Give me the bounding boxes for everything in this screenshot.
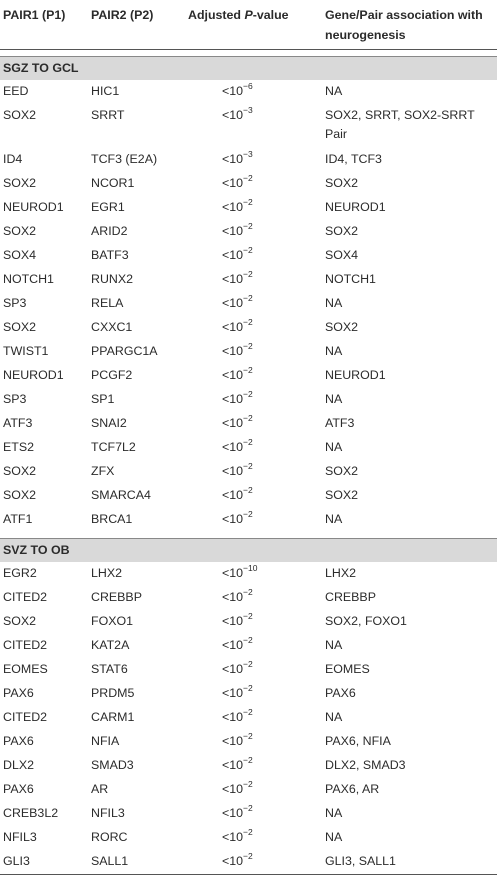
section-title: SGZ TO GCL [0,56,497,80]
pair2-cell: NFIL3 [91,805,125,820]
pvalue-exponent: −3 [243,148,253,159]
pair1-cell: DLX2 [3,757,34,772]
pvalue-cell [184,850,322,875]
table-row [0,268,497,292]
pair1-cell: CITED2 [3,709,48,724]
table-row [0,634,497,658]
pair2-cell: ARID2 [91,223,128,238]
pvalue-cell [184,802,322,826]
association-cell: NOTCH1 [325,271,376,286]
pair1-cell: ETS2 [3,439,34,454]
table-row [0,244,497,268]
pair2-cell: LHX2 [91,565,122,580]
pvalue-base: <10 [222,295,244,310]
pair1-cell: EGR2 [3,565,37,580]
pair2-cell: BRCA1 [91,511,133,526]
pvalue-base: <10 [222,83,244,98]
pvalue-exponent: −2 [243,826,253,837]
spacer-cell [0,49,497,56]
association-cell: NEUROD1 [325,367,386,382]
pvalue-base: <10 [222,391,244,406]
table-row [0,826,497,850]
pvalue-exponent: −2 [243,436,253,447]
pvalue-exponent: −2 [243,754,253,765]
association-cell: NA [325,637,343,652]
table-row [0,778,497,802]
pvalue-base: <10 [222,805,244,820]
table-row [0,730,497,754]
association-cell: PAX6, NFIA [325,733,391,748]
pair1-cell: SP3 [3,391,27,406]
pvalue-cell [184,220,322,244]
pvalue-cell [184,268,322,292]
pvalue-base: <10 [222,565,244,580]
pvalue-base: <10 [222,511,244,526]
pvalue-base: <10 [222,271,244,286]
pvalue-exponent: −10 [243,562,258,573]
table-row [0,340,497,364]
pvalue-exponent: −2 [243,484,253,495]
pair1-cell: NFIL3 [3,829,37,844]
pair2-cell: PRDM5 [91,685,135,700]
pvalue-exponent: −2 [243,802,253,813]
pair2-cell: SALL1 [88,850,184,875]
table-row [0,388,497,412]
table-row [0,682,497,706]
table-row [0,316,497,340]
pvalue-cell [184,388,322,412]
pvalue-cell [184,778,322,802]
pvalue-base: <10 [222,781,244,796]
pair2-cell: RUNX2 [91,271,133,286]
table-row [0,562,497,586]
association-cell: SOX2 [325,487,359,502]
pvalue-cell [184,412,322,436]
section-header-row [0,538,497,562]
association-cell: NA [325,391,343,406]
association-cell: NA [325,343,343,358]
pvalue-exponent: −2 [243,244,253,255]
pvalue-cell [184,292,322,316]
table-row [0,508,497,532]
pair2-cell: FOXO1 [91,613,133,628]
association-cell: ATF3 [325,415,355,430]
pair1-cell: ATF3 [3,415,33,430]
pvalue-base: <10 [222,107,244,122]
pair1-cell: SP3 [3,295,27,310]
pvalue-base: <10 [222,637,244,652]
pvalue-base: <10 [222,613,244,628]
pair2-cell: NCOR1 [91,175,135,190]
pair2-cell: AR [91,781,109,796]
pvalue-exponent: −2 [243,316,253,327]
pvalue-cell [184,682,322,706]
association-cell: ID4, TCF3 [325,151,382,166]
pair2-cell: ZFX [91,463,115,478]
pvalue-exponent: −2 [243,586,253,597]
association-cell: NA [325,439,343,454]
pvalue-cell [184,610,322,634]
pair2-cell: NFIA [91,733,120,748]
association-cell: SOX2 [325,223,359,238]
pvalue-cell [184,244,322,268]
pvalue-exponent: −2 [243,850,253,861]
pair2-cell: TCF7L2 [91,439,136,454]
pair2-cell: HIC1 [91,83,120,98]
section-spacer [0,49,497,56]
pvalue-cell [184,706,322,730]
table-row [0,658,497,682]
pair1-cell: EOMES [3,661,48,676]
pair2-cell: SNAI2 [91,415,127,430]
pvalue-exponent: −2 [243,706,253,717]
table-header [0,0,497,49]
association-cell: NA [325,829,343,844]
table-row [0,802,497,826]
association-cell: SOX2, SRRT, SOX2-SRRT Pair [325,107,475,141]
association-cell: SOX2, FOXO1 [325,613,407,628]
table-row [0,172,497,196]
pvalue-exponent: −2 [243,682,253,693]
pair1-cell: CITED2 [3,637,48,652]
table-row [0,850,497,875]
pvalue-exponent: −2 [243,412,253,423]
pvalue-exponent: −2 [243,658,253,669]
pair1-cell: NEUROD1 [3,199,64,214]
pvalue-exponent: −2 [243,292,253,303]
table-row [0,412,497,436]
header-association: Gene/Pair association with neurogenesis [325,8,483,42]
pvalue-cell [184,340,322,364]
table-row [0,292,497,316]
pvalue-cell [184,658,322,682]
pvalue-cell [184,436,322,460]
pair1-cell: SOX4 [3,247,37,262]
association-cell: SOX2 [325,463,359,478]
header-pvalue-suffix: -value [252,8,289,22]
pair1-cell: CITED2 [3,589,48,604]
pvalue-base: <10 [222,247,244,262]
pvalue-base: <10 [222,709,244,724]
header-row [0,0,497,49]
pvalue-cell [184,754,322,778]
pvalue-cell [184,460,322,484]
pair2-cell: RELA [91,295,124,310]
pvalue-base: <10 [222,829,244,844]
table-row [0,610,497,634]
pvalue-cell [184,730,322,754]
pair2-cell: SP1 [91,391,115,406]
pvalue-exponent: −2 [243,388,253,399]
table-row [0,220,497,244]
pair1-cell: PAX6 [3,733,34,748]
association-cell: LHX2 [325,565,356,580]
pvalue-cell [184,586,322,610]
pair1-cell: SOX2 [3,319,37,334]
association-cell: NA [325,295,343,310]
association-cell: NA [325,511,343,526]
association-cell: NA [325,805,343,820]
pair2-cell: PPARGC1A [91,343,158,358]
pair2-cell: EGR1 [91,199,125,214]
pair1-cell: GLI3 [0,850,88,875]
pair1-cell: ATF1 [3,511,33,526]
pvalue-cell [184,634,322,658]
pvalue-base: <10 [222,487,244,502]
table-body [0,49,497,874]
association-cell: NA [325,709,343,724]
pvalue-base: <10 [222,685,244,700]
pair1-cell: SOX2 [3,487,37,502]
table-row [0,104,497,148]
header-pvalue-prefix: Adjusted [188,8,245,22]
pvalue-exponent: −2 [243,634,253,645]
pvalue-base: <10 [222,661,244,676]
table-row [0,460,497,484]
association-cell: SOX2 [325,175,359,190]
section-header-row [0,56,497,80]
pvalue-exponent: −3 [243,104,253,115]
pvalue-base: <10 [222,757,244,772]
pvalue-base: <10 [222,343,244,358]
pvalue-base: <10 [222,853,244,868]
association-cell: PAX6, AR [325,781,380,796]
pair1-cell: EED [3,83,29,98]
pvalue-cell [184,316,322,340]
association-cell: PAX6 [325,685,356,700]
pair2-cell: CARM1 [91,709,135,724]
pvalue-cell [184,148,322,172]
pair2-cell: PCGF2 [91,367,133,382]
pvalue-exponent: −2 [243,196,253,207]
pvalue-base: <10 [222,439,244,454]
table-row [0,586,497,610]
association-cell: NA [325,83,343,98]
pvalue-exponent: −2 [243,778,253,789]
pvalue-base: <10 [222,589,244,604]
pair1-cell: SOX2 [3,175,37,190]
pair1-cell: SOX2 [3,463,37,478]
header-pair1: PAIR1 (P1) [3,8,66,22]
pvalue-base: <10 [222,733,244,748]
table-row [0,196,497,220]
pair2-cell: BATF3 [91,247,129,262]
association-cell: NEUROD1 [325,199,386,214]
pair2-cell: CREBBP [91,589,142,604]
pvalue-exponent: −2 [243,610,253,621]
pair1-cell: SOX2 [3,223,37,238]
pvalue-base: <10 [222,463,244,478]
association-cell: SOX4 [325,247,359,262]
pvalue-cell [184,80,322,104]
pvalue-exponent: −2 [243,268,253,279]
table-row [0,148,497,172]
pvalue-exponent: −2 [243,220,253,231]
association-cell: EOMES [325,661,370,676]
pair1-cell: PAX6 [3,781,34,796]
pvalue-exponent: −2 [243,730,253,741]
pvalue-cell [184,826,322,850]
association-cell: SOX2 [325,319,359,334]
pvalue-base: <10 [222,199,244,214]
pvalue-cell [184,484,322,508]
header-pvalue-italic: P [244,8,253,22]
pair1-cell: SOX2 [3,107,37,122]
pvalue-cell [184,196,322,220]
section-title: SVZ TO OB [0,538,497,562]
pair2-cell: STAT6 [91,661,128,676]
pair1-cell: NOTCH1 [3,271,54,286]
pvalue-base: <10 [222,319,244,334]
pair1-cell: SOX2 [3,613,37,628]
pvalue-exponent: −2 [243,364,253,375]
pvalue-base: <10 [222,415,244,430]
association-cell: GLI3, SALL1 [322,850,497,875]
pair2-cell: TCF3 (E2A) [91,151,158,166]
pvalue-cell [184,172,322,196]
pvalue-base: <10 [222,175,244,190]
pair2-cell: SRRT [91,107,125,122]
pair1-cell: ID4 [3,151,23,166]
pair2-cell: CXXC1 [91,319,133,334]
pvalue-base: <10 [222,223,244,238]
table-row [0,484,497,508]
header-pair2: PAIR2 (P2) [91,8,154,22]
association-cell: DLX2, SMAD3 [325,757,406,772]
pvalue-exponent: −2 [243,460,253,471]
pair1-cell: TWIST1 [3,343,49,358]
table-row [0,706,497,730]
pvalue-exponent: −2 [243,508,253,519]
pvalue-exponent: −2 [243,340,253,351]
header-adjusted-pvalue [184,0,322,49]
pvalue-cell [184,104,322,148]
pvalue-exponent: −6 [243,80,253,91]
table-row [0,754,497,778]
association-cell: CREBBP [325,589,376,604]
pair2-cell: KAT2A [91,637,130,652]
pvalue-exponent: −2 [243,172,253,183]
pair1-cell: NEUROD1 [3,367,64,382]
table-row [0,364,497,388]
pvalue-cell [184,562,322,586]
pair2-cell: SMAD3 [91,757,134,772]
pair2-cell: RORC [91,829,128,844]
pvalue-cell [184,364,322,388]
table-row [0,436,497,460]
table-row [0,80,497,104]
pvalue-base: <10 [222,367,244,382]
pair1-cell: PAX6 [3,685,34,700]
pvalue-base: <10 [222,151,244,166]
pair1-cell: CREB3L2 [3,805,59,820]
pair2-cell: SMARCA4 [91,487,151,502]
pvalue-cell [184,508,322,532]
